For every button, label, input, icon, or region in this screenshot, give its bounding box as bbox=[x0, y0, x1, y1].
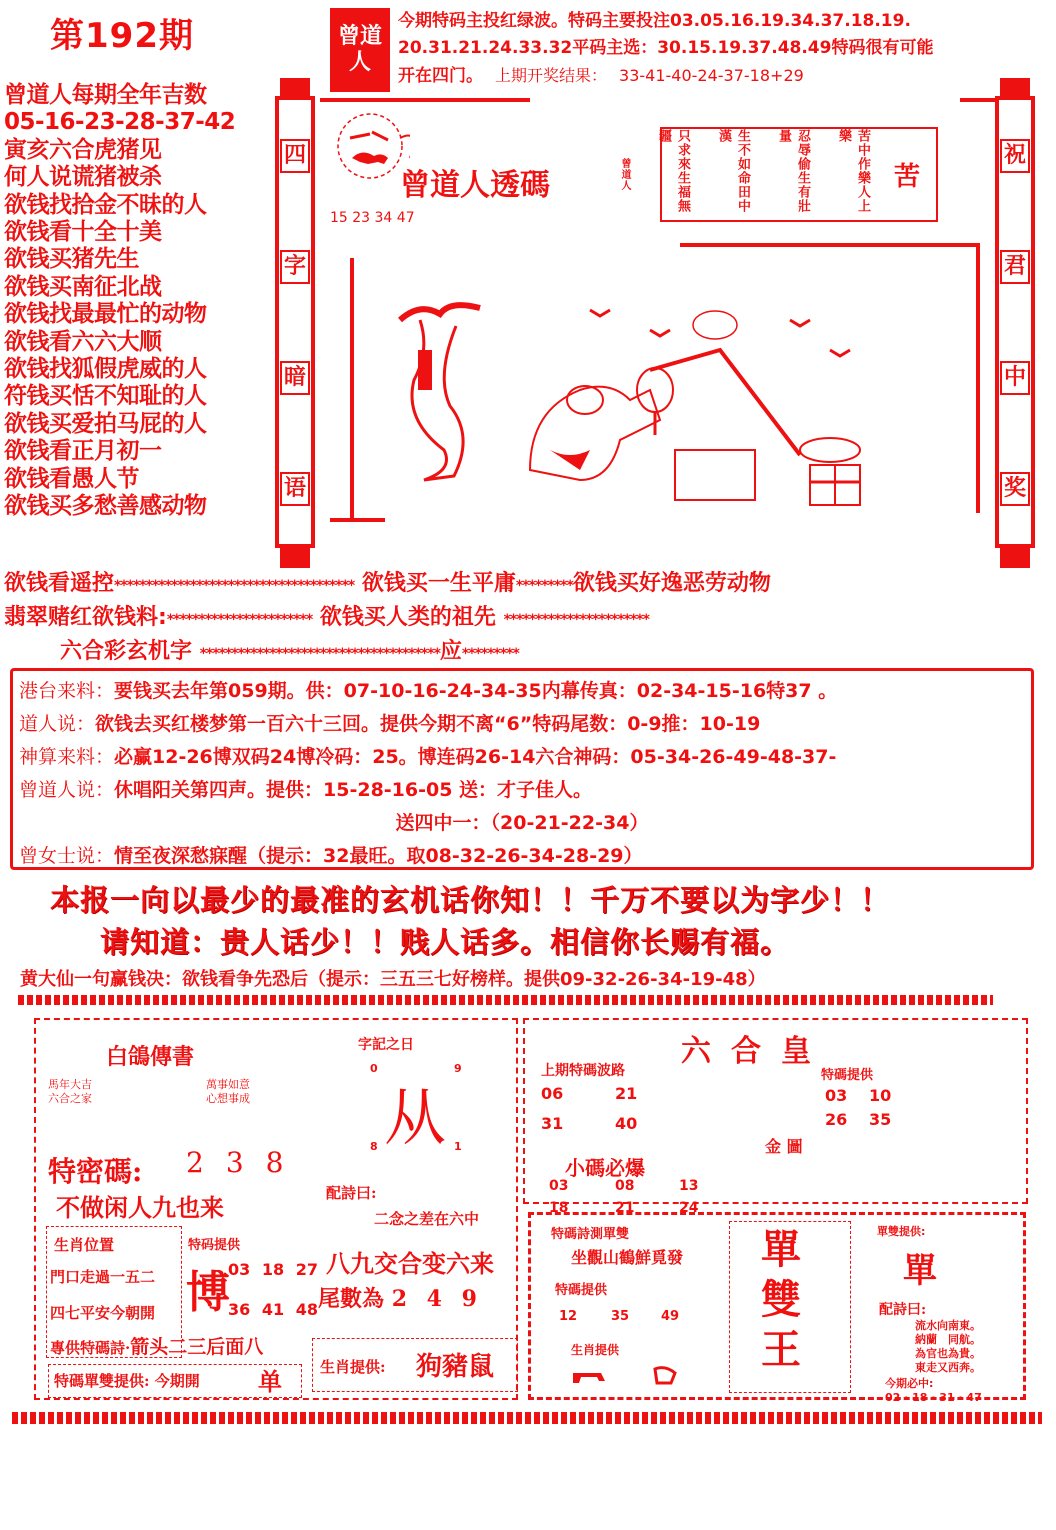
info-box bbox=[10, 668, 1034, 870]
right-char: 單 bbox=[903, 1251, 937, 1291]
poem-column: 只求來生福無疆 bbox=[655, 129, 690, 213]
star-line-3 bbox=[60, 634, 519, 665]
riddle-label: 六合彩玄机字 bbox=[60, 639, 193, 664]
seal-char: 曾道 bbox=[337, 24, 382, 49]
number: 48 bbox=[295, 1300, 318, 1319]
provide-number: 12 bbox=[559, 1309, 578, 1324]
big-line: 八九交合变六来 bbox=[326, 1250, 494, 1278]
left-line: 欲钱买南征北战 bbox=[4, 273, 162, 300]
stars-decoration: ************************************** bbox=[199, 646, 440, 662]
right-label: 單雙提供: bbox=[877, 1225, 926, 1238]
word-corner: 0 bbox=[370, 1062, 378, 1075]
star-line-2 bbox=[4, 600, 649, 631]
poem-column: 生不如命田中漢 bbox=[715, 129, 750, 213]
center-char: 雙 bbox=[761, 1277, 801, 1323]
info-text: 欲钱去买红楼梦第一百六十三回。提供今期不离“6”特码尾数：0-9推：10-19 bbox=[95, 713, 761, 735]
left-line: 欲钱看愚人节 bbox=[4, 465, 139, 492]
seal-char: 人 bbox=[348, 50, 371, 75]
divider bbox=[320, 98, 530, 102]
scroll-cap bbox=[1000, 78, 1030, 98]
info-row bbox=[19, 807, 1025, 840]
verse-line: 為官也為貴。 bbox=[915, 1347, 981, 1360]
left-line: 欲钱买多愁善感动物 bbox=[4, 493, 207, 520]
wave-number: 06 bbox=[541, 1084, 564, 1103]
zodiac-label: 生肖提供: bbox=[320, 1358, 386, 1376]
left-line: 欲钱看正月初一 bbox=[4, 438, 162, 465]
number: 18 bbox=[261, 1260, 285, 1279]
poem-text: 箭头二三后面八 bbox=[130, 1336, 264, 1358]
small-note-line: 馬年大吉 bbox=[48, 1078, 92, 1091]
left-line: 欲钱找狐假虎威的人 bbox=[4, 356, 207, 383]
left-line: 欲钱买爱拍马屁的人 bbox=[4, 410, 207, 437]
riddle-text: 欲钱买人类的祖先 bbox=[319, 605, 496, 630]
riddle-text: 欲钱买一生平庸 bbox=[361, 571, 516, 596]
wave-label: 上期特碼波路 bbox=[541, 1063, 625, 1079]
verse-line: 納蘭 同航。 bbox=[915, 1333, 981, 1346]
number: 36 bbox=[228, 1300, 251, 1319]
center-char: 王 bbox=[761, 1327, 801, 1373]
left-line: 欲钱看六六大顺 bbox=[4, 328, 162, 355]
provide-label: 特碼提供 bbox=[555, 1283, 608, 1298]
verse-line: 流水向南東。 bbox=[915, 1319, 981, 1332]
info-text: 休唱阳关第四声。提供：15-28-16-05 送：才子佳人。 bbox=[114, 779, 593, 801]
left-line: 欲钱看十全十美 bbox=[4, 219, 162, 246]
picture-title: 曾道人透碼 bbox=[400, 168, 550, 203]
numbers-row bbox=[228, 1260, 318, 1279]
tema-digit: 8 bbox=[265, 1146, 306, 1179]
word-title: 字記之日 bbox=[358, 1037, 414, 1053]
top-note bbox=[398, 8, 1048, 90]
oddeven-label: 特碼單雙提供: bbox=[54, 1372, 150, 1390]
provide-number: 35 bbox=[611, 1309, 630, 1324]
stars-decoration: *********************** bbox=[503, 612, 649, 628]
animal-icons bbox=[571, 1363, 691, 1387]
tema-digit: 2 bbox=[186, 1146, 226, 1179]
zodiac-label: 生肖提供 bbox=[571, 1343, 620, 1357]
tema-label: 特密碼: bbox=[48, 1155, 143, 1188]
decorative-border-bottom bbox=[12, 1412, 1042, 1424]
info-label: 曾道人说： bbox=[19, 779, 115, 801]
decorative-border bbox=[18, 995, 993, 1005]
scroll-char: 暗 bbox=[280, 361, 310, 395]
frame-line bbox=[976, 243, 980, 513]
oddeven-line bbox=[54, 1370, 200, 1391]
huang-daxian-label: 黄大仙一句赢钱决： bbox=[20, 969, 182, 990]
stars-decoration: ************************************** bbox=[114, 578, 355, 594]
tema-number: 10 bbox=[869, 1086, 892, 1105]
scroll-char: 君 bbox=[1000, 250, 1030, 284]
note-line: 20.31.21.24.33.32平码主选：30.15.19.37.48.49特码很有可能 bbox=[398, 38, 934, 58]
number: 41 bbox=[261, 1300, 285, 1319]
zodiac-pos-line: 四七平安今朝開 bbox=[50, 1304, 156, 1322]
tema-number: 03 bbox=[825, 1086, 848, 1105]
issue-number: 第192期 bbox=[50, 16, 194, 56]
huang-daxian-text: 欲钱看争先恐后（提示：三五三七好榜样。提供09-32-26-34-19-48） bbox=[182, 969, 766, 990]
scroll-char: 字 bbox=[280, 250, 310, 284]
liuhe-title: 六合皇 bbox=[681, 1034, 831, 1069]
small-number: 08 bbox=[615, 1178, 635, 1194]
wave-number: 40 bbox=[615, 1114, 638, 1133]
info-row bbox=[19, 708, 1025, 741]
left-line: 05-16-23-28-37-42 bbox=[4, 109, 236, 136]
small-label: 小碼必爆 bbox=[565, 1156, 645, 1180]
small-number: 21 bbox=[615, 1200, 635, 1216]
center-char: 單 bbox=[761, 1227, 801, 1273]
info-row bbox=[19, 774, 1025, 807]
riddle-text: 应 bbox=[439, 639, 462, 664]
info-text: 必赢12-26博双码24博冷码：25。博连码26-14六合神码：05-34-26-49-48-37- bbox=[114, 746, 837, 768]
verse-lines bbox=[915, 1319, 981, 1375]
numbers-row bbox=[228, 1300, 318, 1319]
word-corner: 1 bbox=[454, 1140, 462, 1153]
left-line: 何人说谎猪被杀 bbox=[4, 164, 162, 191]
scholar-illustration bbox=[360, 250, 970, 520]
seal-logo bbox=[330, 8, 390, 92]
left-line: 欲钱找拾金不昧的人 bbox=[4, 191, 207, 218]
tema-digit: 3 bbox=[225, 1146, 266, 1179]
scroll-char: 语 bbox=[280, 472, 310, 506]
tema-number: 26 bbox=[825, 1110, 848, 1129]
frame-line bbox=[680, 243, 980, 247]
info-row bbox=[19, 675, 1025, 708]
info-row bbox=[19, 741, 1025, 774]
info-row bbox=[19, 840, 1025, 873]
picture-numbers: 15 23 34 47 bbox=[330, 210, 415, 226]
tema-phrase: 不做闲人九也来 bbox=[56, 1193, 224, 1222]
tail-label: 尾數為 bbox=[318, 1286, 385, 1312]
verse-line: 東走又西奔。 bbox=[915, 1361, 981, 1374]
scroll-char: 祝 bbox=[1000, 139, 1030, 173]
frame-line bbox=[350, 258, 354, 520]
wave-number: 31 bbox=[541, 1114, 564, 1133]
scroll-char: 奖 bbox=[1000, 472, 1030, 506]
tema-number: 35 bbox=[869, 1110, 892, 1129]
note-line: 开在四门。 bbox=[398, 66, 483, 86]
bottom-left-panel bbox=[34, 1018, 518, 1400]
oddeven-value: 单 bbox=[258, 1367, 282, 1396]
tema-provide-label: 特码提供 bbox=[188, 1238, 241, 1253]
poem-box bbox=[618, 127, 938, 222]
info-label: 道人说： bbox=[19, 713, 96, 735]
word-corner: 9 bbox=[454, 1062, 462, 1075]
info-label: 曾女士说： bbox=[19, 845, 115, 867]
moon-ox-icon bbox=[330, 108, 410, 188]
provide-number: 49 bbox=[661, 1309, 680, 1324]
oddeven-label: 特碼詩測單雙 bbox=[551, 1227, 630, 1242]
stars-decoration: *********************** bbox=[166, 612, 313, 628]
gold-label: 金 圖 bbox=[765, 1137, 803, 1156]
poem-heading: 苦 bbox=[893, 162, 920, 192]
must-label: 今期必中: bbox=[885, 1377, 934, 1390]
word-corner: 8 bbox=[370, 1140, 378, 1153]
zodiac-value: 狗豬鼠 bbox=[416, 1352, 495, 1382]
riddle-text: 欲钱买好逸恶劳动物 bbox=[572, 571, 771, 596]
note-line: 今期特码主投红绿波。特码主要投注03.05.16.19.34.37.18.19. bbox=[398, 11, 911, 31]
last-result-label: 上期开奖结果： bbox=[495, 66, 608, 85]
liuhe-panel bbox=[523, 1018, 1028, 1216]
zodiac-pos-label: 生肖位置 bbox=[54, 1236, 115, 1254]
poem-line bbox=[50, 1332, 263, 1359]
scroll-cap bbox=[1000, 548, 1030, 568]
stars-decoration: ********* bbox=[515, 578, 573, 594]
oddeven-king-panel bbox=[528, 1212, 1026, 1404]
left-line: 曾道人每期全年吉数 bbox=[4, 82, 207, 108]
scroll-right bbox=[995, 96, 1035, 548]
scroll-char: 中 bbox=[1000, 361, 1030, 395]
star-line-1 bbox=[4, 566, 771, 597]
small-number: 13 bbox=[679, 1178, 699, 1194]
tail-line bbox=[318, 1282, 483, 1313]
small-note-line: 心想事成 bbox=[206, 1092, 250, 1105]
oddeven-text: 今期開 bbox=[154, 1372, 200, 1390]
verse-label: 配詩曰: bbox=[879, 1302, 927, 1318]
poem-label: 專供特碼詩· bbox=[50, 1339, 131, 1357]
small-number: 03 bbox=[549, 1178, 569, 1194]
info-text: 送四中一：（20-21-22-34） bbox=[395, 812, 649, 834]
zodiac-pos-line: 門口走過一五二 bbox=[50, 1268, 156, 1286]
left-line: 欲钱找最最忙的动物 bbox=[4, 301, 207, 328]
verse-text: 二念之差在六中 bbox=[374, 1210, 480, 1228]
info-text: 情至夜深愁寐醒（提示：32最旺。取08-32-26-34-28-29） bbox=[114, 845, 643, 867]
small-number: 24 bbox=[679, 1200, 699, 1216]
bo-char: 博 bbox=[186, 1267, 230, 1318]
small-note-line: 萬事如意 bbox=[206, 1078, 250, 1091]
tema-label: 特碼提供 bbox=[821, 1068, 874, 1083]
slogan-line-1: 本报一向以最少的最准的玄机话你知！！千万不要以为字少！！ bbox=[50, 883, 891, 917]
small-note bbox=[48, 1078, 92, 1106]
scroll-cap bbox=[280, 78, 310, 98]
scroll-char: 四 bbox=[280, 139, 310, 173]
vertical-text bbox=[703, 1070, 719, 1142]
poem-signature: 曾道人 bbox=[618, 158, 630, 191]
verse-label: 配詩曰: bbox=[326, 1184, 377, 1202]
info-label: 港台来料： bbox=[19, 680, 115, 702]
poem-column: 苦中作樂人上樂 bbox=[835, 129, 870, 213]
riddle-text: 欲钱看遥控 bbox=[4, 571, 115, 596]
word-char: 从 bbox=[384, 1081, 447, 1154]
center-block bbox=[761, 1225, 801, 1375]
last-result: 33-41-40-24-37-18+29 bbox=[619, 66, 804, 85]
must-numbers: 02 · 18 · 31 · 47 bbox=[885, 1391, 982, 1404]
left-column bbox=[4, 82, 274, 521]
info-label: 神算来料： bbox=[19, 746, 115, 768]
small-note bbox=[206, 1078, 250, 1106]
riddle-label: 翡翠赌红欲钱料: bbox=[4, 605, 167, 630]
stars-decoration: ********* bbox=[461, 646, 519, 662]
left-line: 寅亥六合虎猪见 bbox=[4, 136, 162, 163]
left-line: 欲钱买猪先生 bbox=[4, 246, 139, 273]
oddeven-poem: 坐觀山鶴鮮覓發 bbox=[571, 1248, 684, 1267]
huang-daxian-line bbox=[20, 965, 766, 991]
small-number: 18 bbox=[549, 1200, 569, 1216]
slogan-line-2: 请知道：贵人话少！！贱人话多。相信你长赐有福。 bbox=[100, 925, 791, 959]
pigeon-title: 白鴿傳書 bbox=[106, 1044, 195, 1070]
tema-digits bbox=[186, 1146, 305, 1179]
number: 27 bbox=[295, 1260, 318, 1279]
info-text: 要钱买去年第059期。供：07-10-16-24-34-35内幕传真：02-34-15-16特37 。 bbox=[114, 680, 838, 702]
left-line: 符钱买恬不知耻的人 bbox=[4, 383, 207, 410]
poem-column: 忍辱偷生有壯量 bbox=[775, 129, 810, 213]
scroll-cap bbox=[280, 548, 310, 568]
scroll-left bbox=[275, 96, 315, 548]
small-note-line: 六合之家 bbox=[48, 1092, 92, 1105]
number: 03 bbox=[228, 1260, 251, 1279]
tail-digits: 2 4 9 bbox=[391, 1286, 483, 1312]
wave-number: 21 bbox=[615, 1084, 638, 1103]
